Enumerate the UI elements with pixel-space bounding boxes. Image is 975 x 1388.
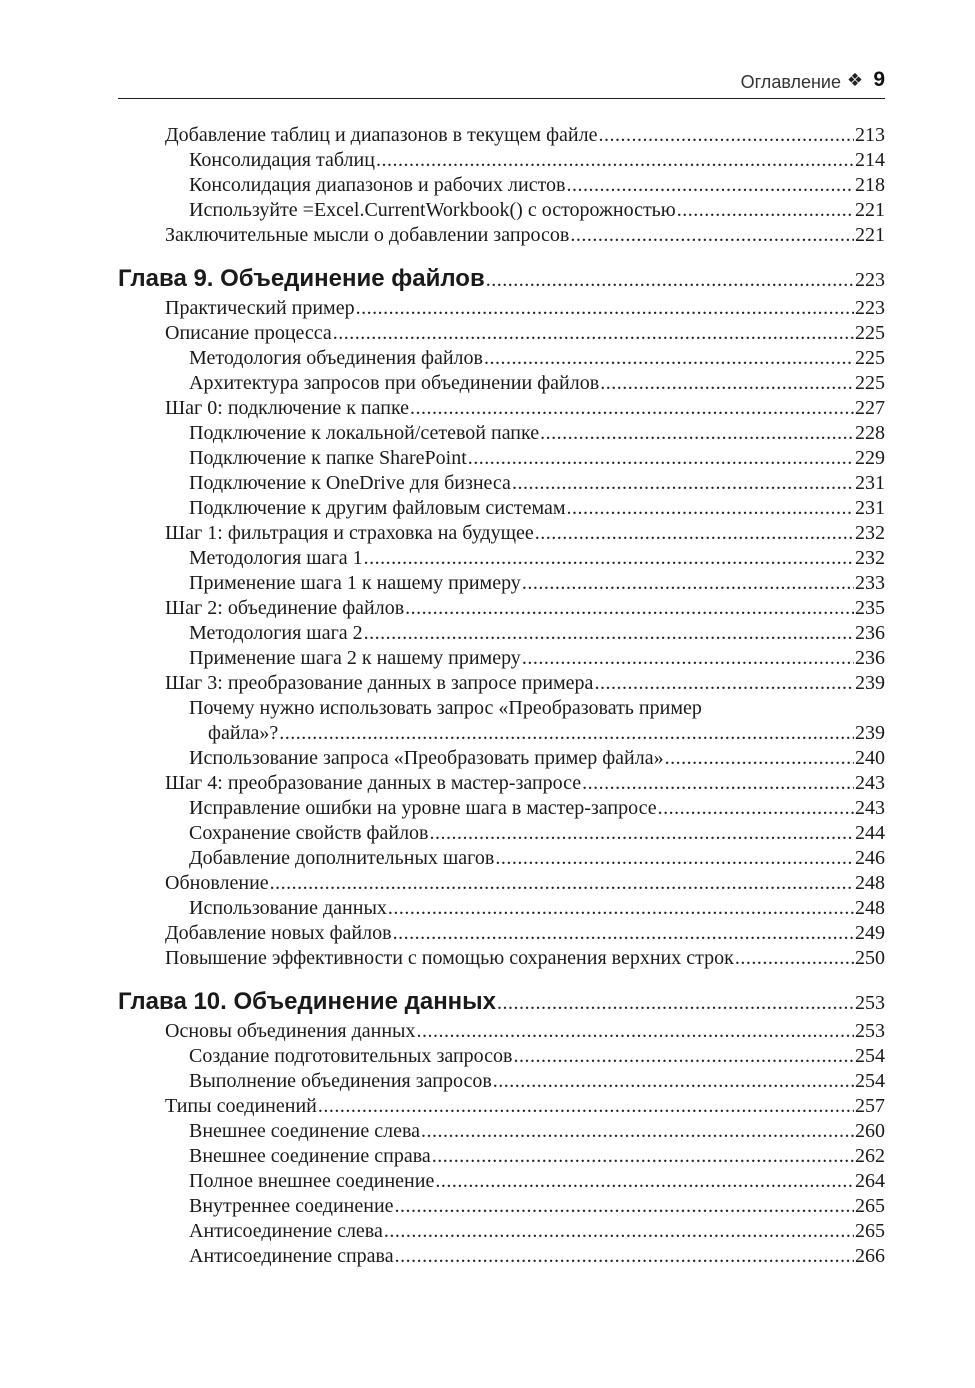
dot-leader — [270, 871, 854, 896]
toc-entry-title: Добавление таблиц и диапазонов в текущем файле — [165, 124, 598, 146]
toc-page-number: 253 — [855, 1020, 885, 1042]
dot-leader — [435, 1169, 854, 1194]
toc-subsection-entry — [118, 346, 885, 371]
toc-page-number: 225 — [855, 372, 885, 394]
toc-entry-title: Шаг 1: фильтрация и страховка на будущее — [165, 522, 534, 544]
dot-leader — [594, 671, 854, 696]
toc-subsection-entry-continuation — [118, 721, 885, 746]
dot-leader — [677, 198, 854, 223]
toc-page-number: 223 — [855, 269, 885, 291]
toc-entry-title: Сохранение свойств файлов — [189, 822, 429, 844]
toc-page-number: 228 — [855, 422, 885, 444]
dot-leader — [570, 223, 854, 248]
toc-page-number: 240 — [855, 747, 885, 769]
toc-subsection-entry — [118, 496, 885, 521]
toc-page-number: 260 — [855, 1120, 885, 1142]
toc-subsection-entry — [118, 1044, 885, 1069]
toc-subsection-entry — [118, 1069, 885, 1094]
toc-page-number: 225 — [855, 322, 885, 344]
dot-leader — [735, 946, 854, 971]
toc-page-number: 250 — [855, 947, 885, 969]
toc-entry-title: Использование данных — [189, 897, 387, 919]
toc-page-number: 232 — [855, 547, 885, 569]
ornament-icon: ❖ — [846, 70, 863, 90]
toc-subsection-entry — [118, 446, 885, 471]
toc-page-number: 264 — [855, 1170, 885, 1192]
toc-subsection-entry — [118, 846, 885, 871]
toc-subsection-entry — [118, 1194, 885, 1219]
dot-leader — [388, 896, 854, 921]
dot-leader — [522, 646, 854, 671]
toc-entry-title: Описание процесса — [165, 322, 332, 344]
toc-entry-title: Используйте =Excel.CurrentWorkbook() с осторожностью — [189, 199, 676, 221]
toc-section-entry — [118, 771, 885, 796]
page-number: 9 — [873, 68, 885, 91]
toc-subsection-entry — [118, 1119, 885, 1144]
dot-leader — [384, 1219, 854, 1244]
toc-page-number: 244 — [855, 822, 885, 844]
toc-entry-title: Выполнение объединения запросов — [189, 1070, 492, 1092]
toc-entry-title: Шаг 0: подключение к папке — [165, 397, 410, 419]
toc-page-number: 246 — [855, 847, 885, 869]
toc-subsection-entry — [118, 1244, 885, 1269]
toc-page-number: 266 — [855, 1245, 885, 1267]
toc-page-number: 248 — [855, 872, 885, 894]
dot-leader — [582, 771, 854, 796]
dot-leader — [393, 921, 854, 946]
toc-page-number: 253 — [855, 992, 885, 1014]
toc-entry-title: Архитектура запросов при объединении файлов — [189, 372, 600, 394]
toc-page-number: 214 — [855, 149, 885, 171]
toc-subsection-entry — [118, 571, 885, 596]
dot-leader — [493, 1069, 854, 1094]
toc-section-entry — [118, 223, 885, 248]
toc-entry-title: Методология шага 1 — [189, 547, 363, 569]
dot-leader — [279, 721, 854, 746]
toc-page-number: 231 — [855, 472, 885, 494]
toc-subsection-entry — [118, 1169, 885, 1194]
toc-section-entry — [118, 1019, 885, 1044]
toc-page-number: 262 — [855, 1145, 885, 1167]
toc-entry-title: Создание подготовительных запросов — [189, 1045, 513, 1067]
toc-section-entry — [118, 921, 885, 946]
toc-page-number: 218 — [855, 174, 885, 196]
toc-subsection-entry — [118, 646, 885, 671]
toc-subsection-entry — [118, 148, 885, 173]
toc-entry-title: Шаг 3: преобразование данных в запросе примера — [165, 672, 594, 694]
dot-leader — [421, 1119, 854, 1144]
toc-page-number: 227 — [855, 397, 885, 419]
toc-entry-title: Антисоединение слева — [189, 1220, 383, 1242]
toc-entry-title: Методология объединения файлов — [189, 347, 483, 369]
dot-leader — [598, 123, 854, 148]
toc-section-entry — [118, 671, 885, 696]
toc-subsection-entry — [118, 896, 885, 921]
toc-entry-title: Добавление дополнительных шагов — [189, 847, 495, 869]
toc-entry-title: Внешнее соединение справа — [189, 1145, 431, 1167]
toc-entry-title: Консолидация диапазонов и рабочих листов — [189, 174, 566, 196]
toc-entry-title: Повышение эффективности с помощью сохранения верхних строк — [165, 947, 734, 969]
toc-entry-title: Применение шага 1 к нашему примеру — [189, 572, 521, 594]
dot-leader — [486, 263, 854, 298]
toc-subsection-entry — [118, 821, 885, 846]
toc-entry-title: Глава 9. Объединение файлов — [118, 265, 485, 292]
toc-subsection-entry — [118, 696, 885, 721]
toc-chapter-entry — [118, 984, 885, 1019]
toc-entry-title: Основы объединения данных — [165, 1020, 416, 1042]
toc-entry-title: Заключительные мысли о добавлении запросов — [165, 224, 570, 246]
dot-leader — [376, 148, 854, 173]
dot-leader — [468, 446, 854, 471]
running-head-title: Оглавление — [740, 72, 841, 92]
toc-section-entry — [118, 396, 885, 421]
dot-leader — [566, 173, 854, 198]
toc-page-number: 249 — [855, 922, 885, 944]
toc-entry-title: Практический пример — [165, 297, 355, 319]
toc-page-number: 254 — [855, 1045, 885, 1067]
toc-page-number: 257 — [855, 1095, 885, 1117]
dot-leader — [356, 296, 854, 321]
toc-page-number: 223 — [855, 297, 885, 319]
toc-entry-title-continuation: файла»? — [208, 722, 279, 744]
toc-section-entry — [118, 296, 885, 321]
toc-page-number: 243 — [855, 797, 885, 819]
toc-subsection-entry — [118, 421, 885, 446]
toc-section-entry — [118, 596, 885, 621]
toc-entry-title: Исправление ошибки на уровне шага в мастер-запросе — [189, 797, 657, 819]
toc-page-number: 235 — [855, 597, 885, 619]
toc-entry-title: Антисоединение справа — [189, 1245, 394, 1267]
toc-subsection-entry — [118, 173, 885, 198]
toc-entry-title: Обновление — [165, 872, 269, 894]
dot-leader — [417, 1019, 855, 1044]
toc-page-number: 232 — [855, 522, 885, 544]
dot-leader — [665, 746, 854, 771]
dot-leader — [333, 321, 854, 346]
toc-section-entry — [118, 521, 885, 546]
toc-page-number: 236 — [855, 622, 885, 644]
toc-page-number: 265 — [855, 1220, 885, 1242]
toc-section-entry — [118, 1094, 885, 1119]
toc-subsection-entry — [118, 1219, 885, 1244]
toc-page-number: 243 — [855, 772, 885, 794]
toc-page-number: 221 — [855, 199, 885, 221]
toc-page-number: 221 — [855, 224, 885, 246]
toc-entry-title: Подключение к OneDrive для бизнеса — [189, 472, 511, 494]
toc-entry-title: Подключение к локальной/сетевой папке — [189, 422, 540, 444]
toc-subsection-entry — [118, 746, 885, 771]
toc-entry-title: Почему нужно использовать запрос «Преобразовать пример — [189, 697, 702, 719]
toc-subsection-entry — [118, 198, 885, 223]
toc-page-number: 239 — [855, 722, 885, 744]
toc-page-number: 239 — [855, 672, 885, 694]
dot-leader — [430, 821, 855, 846]
dot-leader — [513, 1044, 854, 1069]
toc-entry-title: Шаг 4: преобразование данных в мастер-запросе — [165, 772, 582, 794]
dot-leader — [405, 596, 854, 621]
toc-entry-title: Внутреннее соединение — [189, 1195, 394, 1217]
toc-page-number: 236 — [855, 647, 885, 669]
toc-section-entry — [118, 946, 885, 971]
toc-entry-title: Внешнее соединение слева — [189, 1120, 421, 1142]
running-head — [118, 68, 885, 99]
toc-subsection-entry — [118, 371, 885, 396]
toc-page-number: 229 — [855, 447, 885, 469]
toc-entry-title: Шаг 2: объединение файлов — [165, 597, 405, 619]
dot-leader — [540, 421, 854, 446]
toc-entry-title: Использование запроса «Преобразовать пример файла» — [189, 747, 664, 769]
dot-leader — [512, 471, 854, 496]
toc-page-number: 265 — [855, 1195, 885, 1217]
dot-leader — [395, 1194, 854, 1219]
toc-subsection-entry — [118, 1144, 885, 1169]
dot-leader — [567, 496, 854, 521]
toc-entry-title: Типы соединений — [165, 1095, 317, 1117]
dot-leader — [484, 346, 854, 371]
toc-page-number: 248 — [855, 897, 885, 919]
table-of-contents — [118, 123, 885, 1269]
dot-leader — [364, 546, 854, 571]
toc-subsection-entry — [118, 796, 885, 821]
toc-subsection-entry — [118, 621, 885, 646]
toc-entry-title: Добавление новых файлов — [165, 922, 392, 944]
toc-entry-title: Подключение к другим файловым системам — [189, 497, 566, 519]
toc-page-number: 231 — [855, 497, 885, 519]
toc-entry-title: Методология шага 2 — [189, 622, 363, 644]
dot-leader — [497, 986, 854, 1021]
toc-entry-title: Полное внешнее соединение — [189, 1170, 435, 1192]
toc-entry-title: Глава 10. Объединение данных — [118, 988, 497, 1015]
dot-leader — [432, 1144, 854, 1169]
toc-section-entry — [118, 123, 885, 148]
dot-leader — [495, 846, 854, 871]
toc-subsection-entry — [118, 546, 885, 571]
toc-entry-title: Подключение к папке SharePoint — [189, 447, 467, 469]
dot-leader — [410, 396, 854, 421]
toc-entry-title: Применение шага 2 к нашему примеру — [189, 647, 521, 669]
dot-leader — [535, 521, 854, 546]
toc-subsection-entry — [118, 471, 885, 496]
dot-leader — [600, 371, 854, 396]
dot-leader — [658, 796, 854, 821]
dot-leader — [364, 621, 854, 646]
dot-leader — [522, 571, 854, 596]
toc-section-entry — [118, 871, 885, 896]
dot-leader — [395, 1244, 854, 1269]
toc-page-number: 213 — [855, 124, 885, 146]
toc-chapter-entry — [118, 261, 885, 296]
toc-page-number: 254 — [855, 1070, 885, 1092]
toc-section-entry — [118, 321, 885, 346]
dot-leader — [318, 1094, 854, 1119]
toc-page-number: 225 — [855, 347, 885, 369]
toc-page-number: 233 — [855, 572, 885, 594]
toc-entry-title: Консолидация таблиц — [189, 149, 375, 171]
